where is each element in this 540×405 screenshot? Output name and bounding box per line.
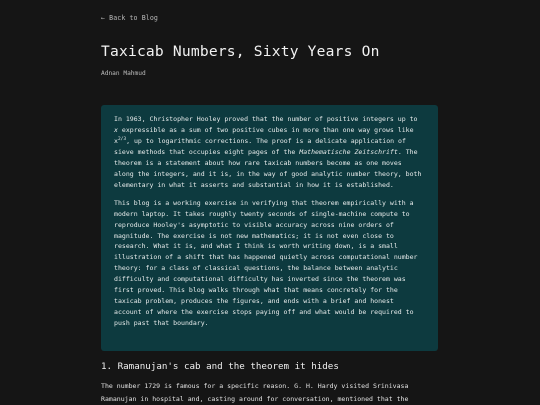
abstract-line: theorem is a statement about how rare taxicab numbers become as one moves bbox=[114, 158, 402, 167]
abstract-line: research. What it is, and what I think is worth writing down, is a small bbox=[114, 242, 398, 251]
abstract-text: . The bbox=[397, 147, 418, 156]
abstract-box bbox=[101, 105, 438, 351]
abstract-text: , up to logarithmic corrections. The proof is a delicate application of bbox=[126, 136, 406, 145]
abstract-line: elementary in what it asserts and substantial in how it is established. bbox=[114, 180, 394, 189]
abstract-paragraph-1 bbox=[114, 114, 425, 191]
exponent: 2/3 bbox=[117, 136, 127, 142]
abstract-line: theory: for a class of classical questions, the balance between analytic bbox=[114, 264, 398, 273]
abstract-line: magnitude. The exercise is not new mathematics; it is not even close to bbox=[114, 231, 394, 240]
abstract-line: difficulty and computational difficulty has inverted since the theorem was bbox=[114, 275, 406, 284]
abstract-paragraph-2 bbox=[114, 198, 425, 329]
journal-name: Mathematische Zeitschrift bbox=[299, 147, 398, 156]
section-paragraph bbox=[101, 380, 408, 405]
body-line: The number 1729 is famous for a specific reason. G. H. Hardy visited Srinivasa bbox=[101, 382, 409, 390]
back-to-blog-link[interactable]: ← Back to Blog bbox=[101, 14, 158, 22]
section-heading: 1. Ramanujan's cab and the theorem it hides bbox=[101, 361, 339, 372]
variable-x: x bbox=[114, 136, 118, 145]
abstract-line bbox=[114, 125, 425, 136]
abstract-line: modern laptop. It takes roughly twenty seconds of single-machine compute to bbox=[114, 209, 410, 218]
abstract-line: reproduce Hooley's asymptotic to visible accuracy across nine orders of bbox=[114, 220, 394, 229]
abstract-line: along the integers, and it is, in the way of good analytic number theory, both bbox=[114, 169, 422, 178]
abstract-text: expressible as a sum of two positive cubes in more than one way grows like bbox=[117, 125, 414, 134]
abstract-text: sieve methods that occupies eight pages of the bbox=[114, 147, 300, 156]
abstract-line: This blog is a working exercise in verifying that theorem empirically with a bbox=[114, 198, 414, 207]
variable-x: x bbox=[114, 125, 118, 134]
post-title: Taxicab Numbers, Sixty Years On bbox=[101, 43, 380, 60]
abstract-line bbox=[114, 136, 425, 147]
body-line: Ramanujan in hospital and, casting around for conversation, mentioned that the bbox=[101, 394, 409, 403]
abstract-line: account of where the exercise stops paying off and what would be required to bbox=[114, 308, 414, 317]
abstract-line: taxicab problem, produces the figures, and ends with a brief and honest bbox=[114, 297, 394, 306]
abstract-line: push past that boundary. bbox=[114, 319, 209, 328]
abstract-line bbox=[114, 147, 425, 158]
abstract-line: In 1963, Christopher Hooley proved that the number of positive integers up to bbox=[114, 115, 418, 123]
abstract-line: illustration of a shift that has happened quietly across computational number bbox=[114, 253, 418, 262]
author-name: Adnan Mahmud bbox=[101, 70, 146, 77]
abstract-line: first proved. This blog walks through what that means concretely for the bbox=[114, 286, 398, 295]
